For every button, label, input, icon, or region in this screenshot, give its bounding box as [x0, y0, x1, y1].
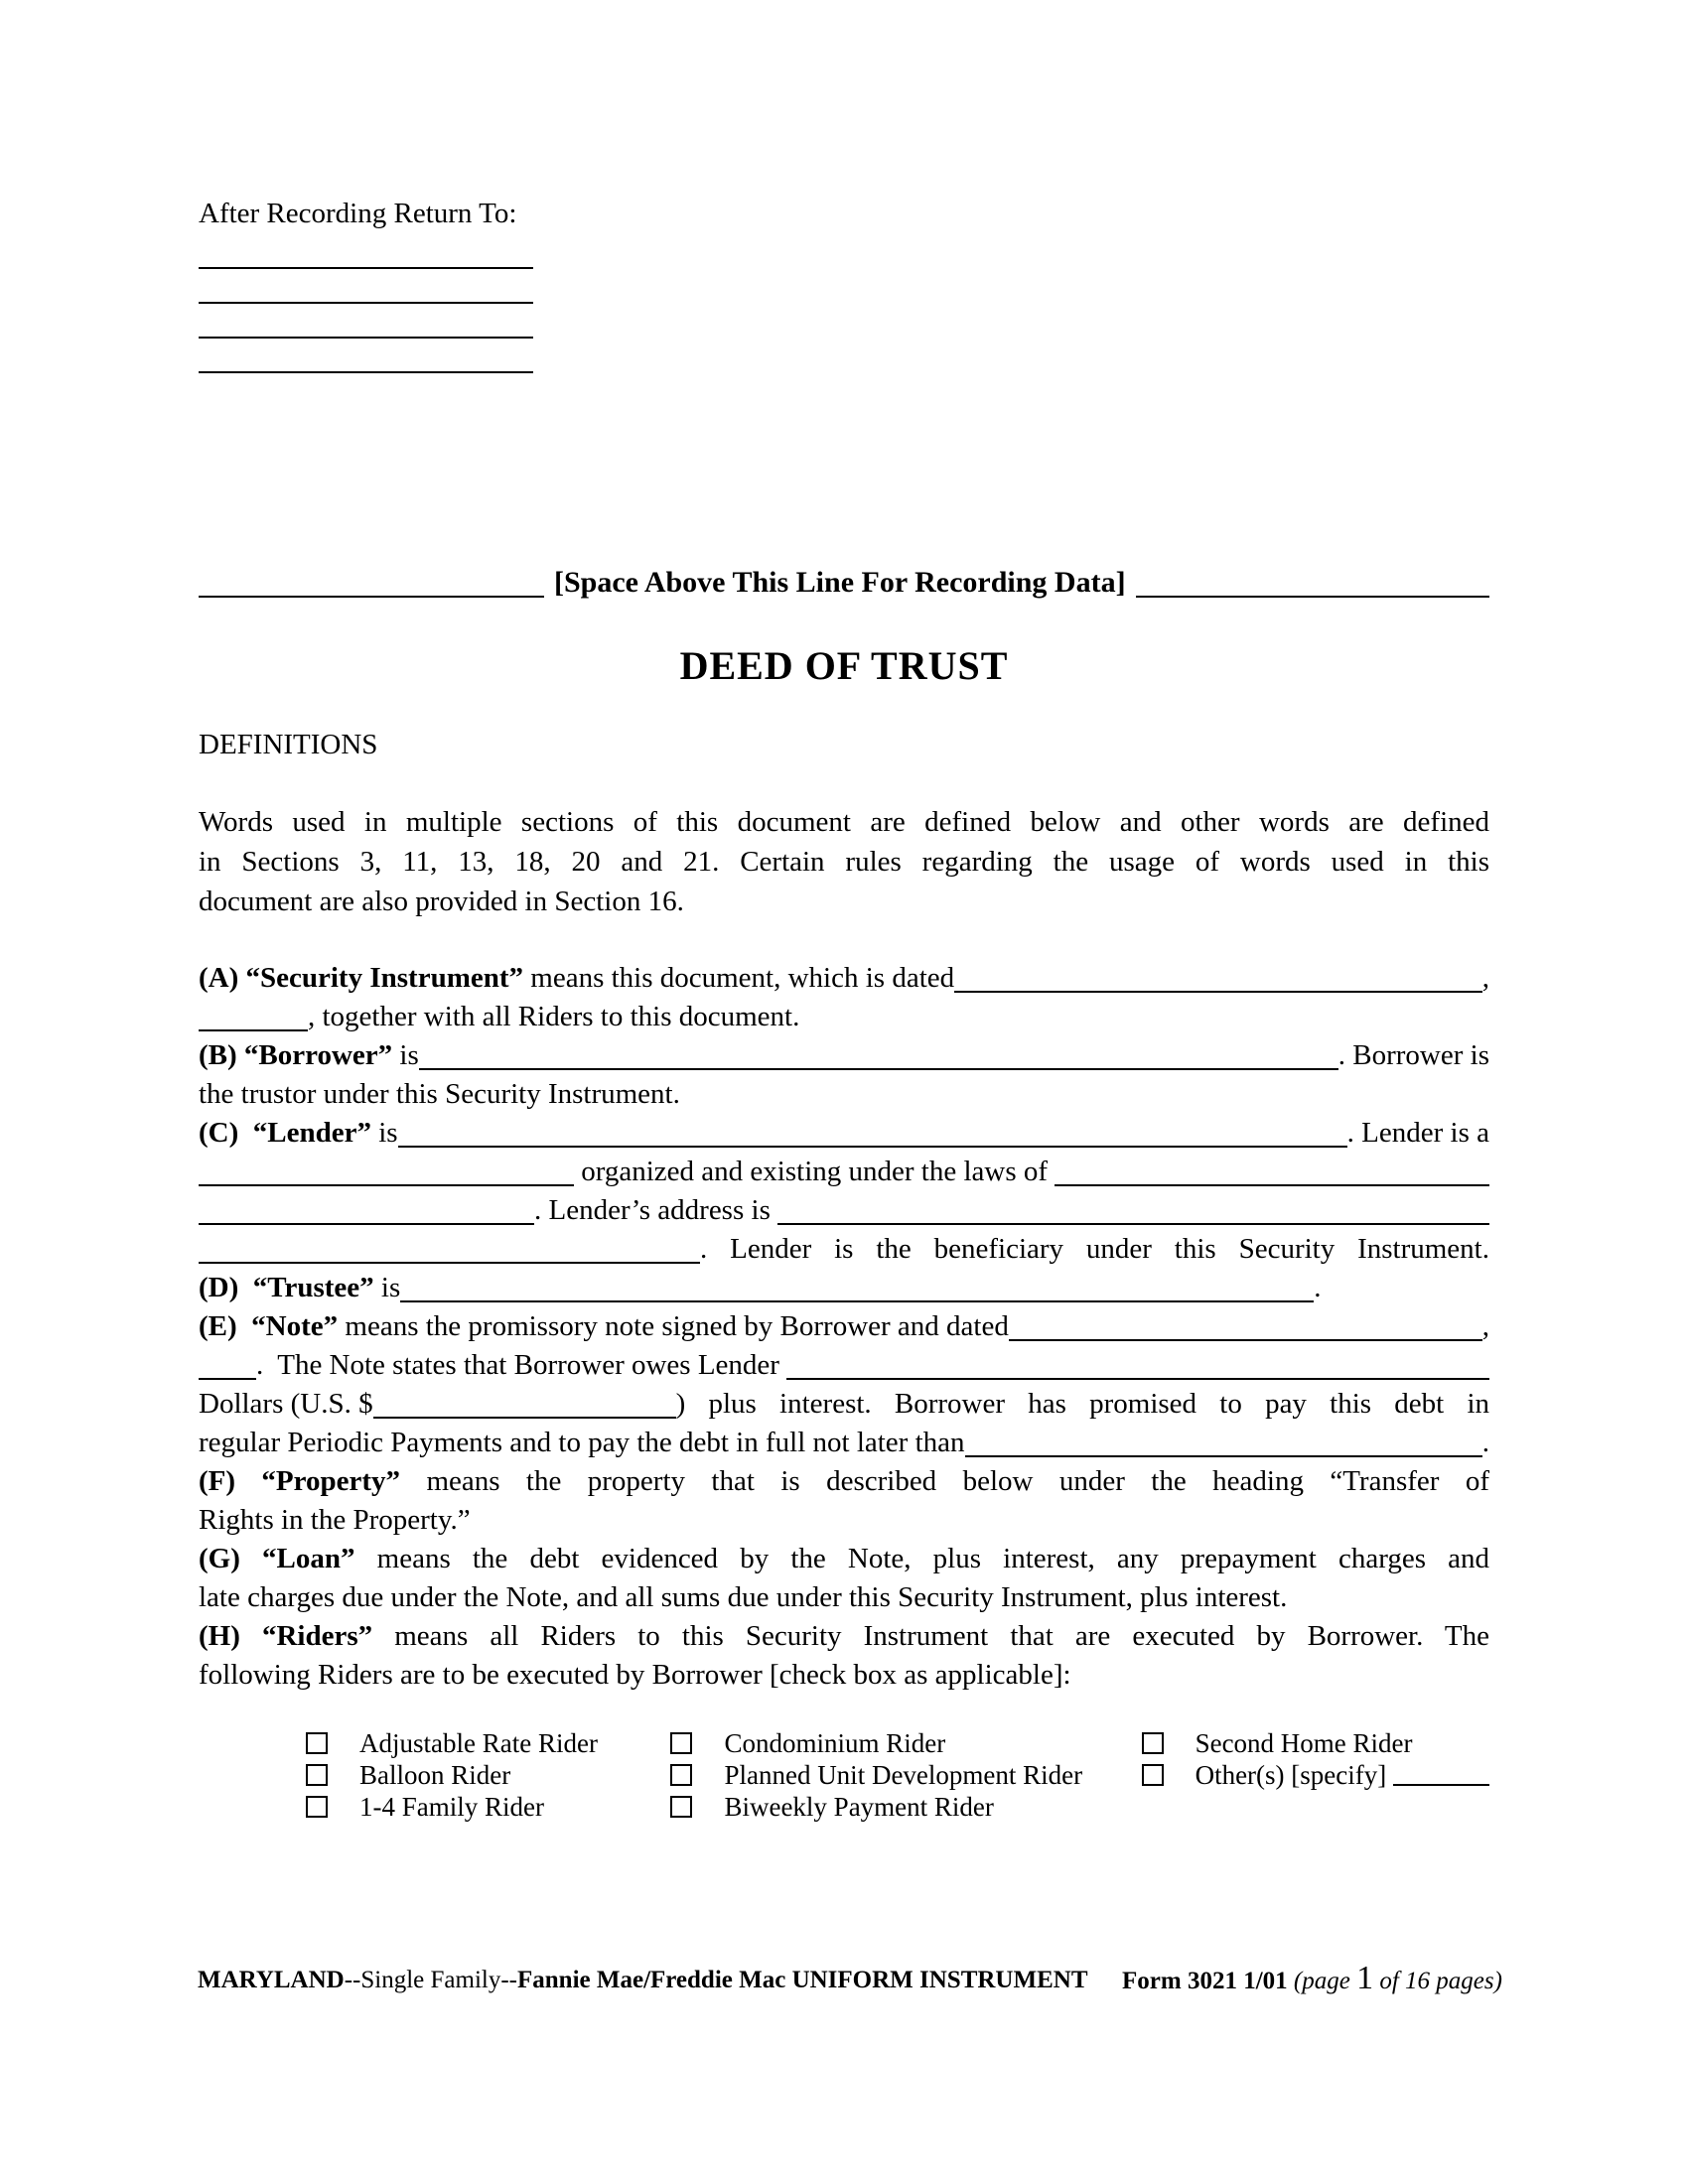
text-run: ,	[1481, 1310, 1489, 1342]
definitions-heading: DEFINITIONS	[199, 729, 378, 760]
blank-field[interactable]	[400, 1300, 1314, 1302]
intro-line	[199, 802, 1489, 842]
checkbox-condominium-rider[interactable]	[670, 1732, 692, 1754]
rider-checkbox-grid	[306, 1727, 1489, 1823]
rider-option	[306, 1791, 670, 1823]
blank-field[interactable]	[199, 596, 544, 598]
text-run: .	[1314, 1272, 1322, 1303]
text-run: --Single Family--	[344, 1967, 517, 1993]
rider-label: Balloon Rider	[359, 1759, 511, 1790]
definition-line	[199, 1540, 1489, 1578]
after-recording-label: After Recording Return To:	[199, 198, 517, 229]
recording-data-banner	[199, 562, 1489, 604]
blank-field[interactable]	[199, 1223, 534, 1225]
checkbox-planned-unit-development-rider[interactable]	[670, 1764, 692, 1786]
definition-line	[199, 1191, 1489, 1230]
rider-column	[670, 1727, 1141, 1823]
text-run: organized and existing under the laws of	[574, 1156, 1055, 1187]
intro-line	[199, 842, 1489, 882]
definition-line	[199, 1424, 1489, 1462]
text-run: . Lender’s address is	[534, 1194, 778, 1226]
rider-column	[1142, 1727, 1489, 1823]
text-run: Rights in the Property.”	[199, 1504, 471, 1536]
rider-option	[306, 1727, 670, 1759]
definition-line	[199, 959, 1489, 998]
text-run: (D) “Trustee”	[199, 1272, 374, 1303]
text-run: ,	[1481, 962, 1489, 994]
rider-option	[670, 1759, 1141, 1791]
blank-field[interactable]	[199, 1378, 256, 1380]
definition-line	[199, 1269, 1489, 1307]
checkbox-1-4-family-rider[interactable]	[306, 1796, 328, 1818]
rider-column	[306, 1727, 670, 1823]
text-run: late charges due under the Note, and all sums due under this Security Instrument, plus interest.	[199, 1581, 1288, 1613]
rider-label: Second Home Rider	[1195, 1727, 1413, 1758]
text-run: Dollars (U.S. $	[199, 1388, 373, 1420]
definitions-intro-paragraph	[199, 802, 1489, 921]
definition-line	[199, 998, 1489, 1036]
definition-line	[199, 1230, 1489, 1269]
text-run: . Lender is the beneficiary under this Security Instrument.	[700, 1233, 1489, 1265]
rider-label: Other(s) [specify]	[1195, 1759, 1393, 1790]
blank-field[interactable]	[965, 1455, 1482, 1457]
text-run: means this document, which is dated	[523, 962, 955, 994]
checkbox-balloon-rider[interactable]	[306, 1764, 328, 1786]
rider-label: Adjustable Rate Rider	[359, 1727, 598, 1758]
text-run: . Borrower is	[1337, 1039, 1489, 1071]
text-run: means the debt evidenced by the Note, plus interest, any prepayment charges and	[354, 1543, 1490, 1574]
definition-line	[199, 1656, 1489, 1695]
checkbox-adjustable-rate-rider[interactable]	[306, 1732, 328, 1754]
text-run: ) plus interest. Borrower has promised to pay this debt in	[675, 1388, 1489, 1420]
recording-banner-text: [Space Above This Line For Recording Data]	[554, 566, 1126, 599]
definition-line	[199, 1578, 1489, 1617]
text-run: (page	[1293, 1968, 1357, 1994]
text-run: document are also provided in Section 16.	[199, 886, 684, 917]
blank-field[interactable]	[777, 1223, 1489, 1225]
return-address-line[interactable]	[199, 304, 533, 339]
text-run: , together with all Riders to this document.	[308, 1001, 800, 1032]
text-run: (F) “Property”	[199, 1465, 401, 1497]
definition-line	[199, 1153, 1489, 1191]
blank-field[interactable]	[954, 991, 1482, 993]
checkbox-second-home-rider[interactable]	[1142, 1732, 1164, 1754]
text-run: means all Riders to this Security Instrument that are executed by Borrower. The	[372, 1620, 1489, 1652]
text-run: Fannie Mae/Freddie Mac UNIFORM INSTRUMENT	[517, 1967, 1088, 1993]
rider-option	[306, 1759, 670, 1791]
intro-line	[199, 882, 1489, 921]
text-run: is	[373, 1272, 401, 1303]
text-run: in Sections 3, 11, 13, 18, 20 and 21. Certain rules regarding the usage of words used in this	[199, 846, 1489, 878]
rider-label: Condominium Rider	[724, 1727, 946, 1758]
return-address-line[interactable]	[199, 339, 533, 373]
blank-field[interactable]	[373, 1417, 676, 1419]
definition-line	[199, 1501, 1489, 1540]
blank-field[interactable]	[786, 1378, 1489, 1380]
blank-field[interactable]	[199, 1184, 574, 1186]
text-run: is	[392, 1039, 419, 1071]
checkbox-other-s-specify[interactable]	[1142, 1764, 1164, 1786]
text-run: the trustor under this Security Instrument.	[199, 1078, 680, 1110]
definitions-list	[199, 959, 1489, 1695]
blank-field[interactable]	[1136, 596, 1489, 598]
definition-line	[199, 1114, 1489, 1153]
text-run: Form 3021 1/01	[1122, 1968, 1288, 1994]
blank-field[interactable]	[1009, 1339, 1482, 1341]
blank-field[interactable]	[1055, 1184, 1489, 1186]
rider-option	[670, 1727, 1141, 1759]
text-run: (H) “Riders”	[199, 1620, 373, 1652]
text-run: means the property that is described below under the heading “Transfer of	[400, 1465, 1489, 1497]
text-run: following Riders are to be executed by Borrower [check box as applicable]:	[199, 1659, 1071, 1691]
rider-option	[670, 1791, 1141, 1823]
definition-line	[199, 1307, 1489, 1346]
blank-field[interactable]	[199, 1262, 700, 1264]
return-address-lines	[199, 234, 533, 373]
text-run: (B) “Borrower”	[199, 1039, 393, 1071]
definition-line	[199, 1036, 1489, 1075]
checkbox-biweekly-payment-rider[interactable]	[670, 1796, 692, 1818]
return-address-line[interactable]	[199, 269, 533, 304]
text-run: 1	[1356, 1960, 1374, 1996]
rider-label: Biweekly Payment Rider	[724, 1791, 994, 1822]
text-run: MARYLAND	[198, 1967, 345, 1993]
blank-field[interactable]	[1393, 1784, 1489, 1786]
text-run: (E) “Note”	[199, 1310, 339, 1342]
text-run: (A) “Security Instrument”	[199, 962, 524, 994]
after-recording-block	[199, 193, 533, 373]
text-run: .	[1481, 1427, 1489, 1458]
rider-label: Planned Unit Development Rider	[724, 1759, 1083, 1790]
rider-label: 1-4 Family Rider	[359, 1791, 544, 1822]
page-title: DEED OF TRUST	[679, 643, 1009, 688]
blank-field[interactable]	[398, 1146, 1347, 1148]
text-run: (C) “Lender”	[199, 1117, 371, 1149]
text-run: Words used in multiple sections of this document are defined below and other words are defined	[199, 806, 1489, 838]
definition-line	[199, 1617, 1489, 1656]
definition-line	[199, 1346, 1489, 1385]
definition-line	[199, 1385, 1489, 1424]
blank-field[interactable]	[419, 1068, 1338, 1070]
definition-line	[199, 1462, 1489, 1501]
blank-field[interactable]	[199, 1029, 308, 1031]
text-run: of 16 pages)	[1373, 1968, 1502, 1994]
text-run: means the promissory note signed by Borrower and dated	[338, 1310, 1009, 1342]
text-run: is	[370, 1117, 398, 1149]
definition-line	[199, 1075, 1489, 1114]
return-address-line[interactable]	[199, 234, 533, 269]
rider-option	[1142, 1759, 1489, 1791]
text-run: . The Note states that Borrower owes Lender	[256, 1349, 787, 1381]
text-run: regular Periodic Payments and to pay the debt in full not later than	[199, 1427, 965, 1458]
text-run: (G) “Loan”	[199, 1543, 355, 1574]
footer-form-number	[1122, 1960, 1502, 1996]
footer-instrument-label	[198, 1966, 1088, 1995]
rider-option	[1142, 1727, 1489, 1759]
text-run: . Lender is a	[1346, 1117, 1489, 1149]
